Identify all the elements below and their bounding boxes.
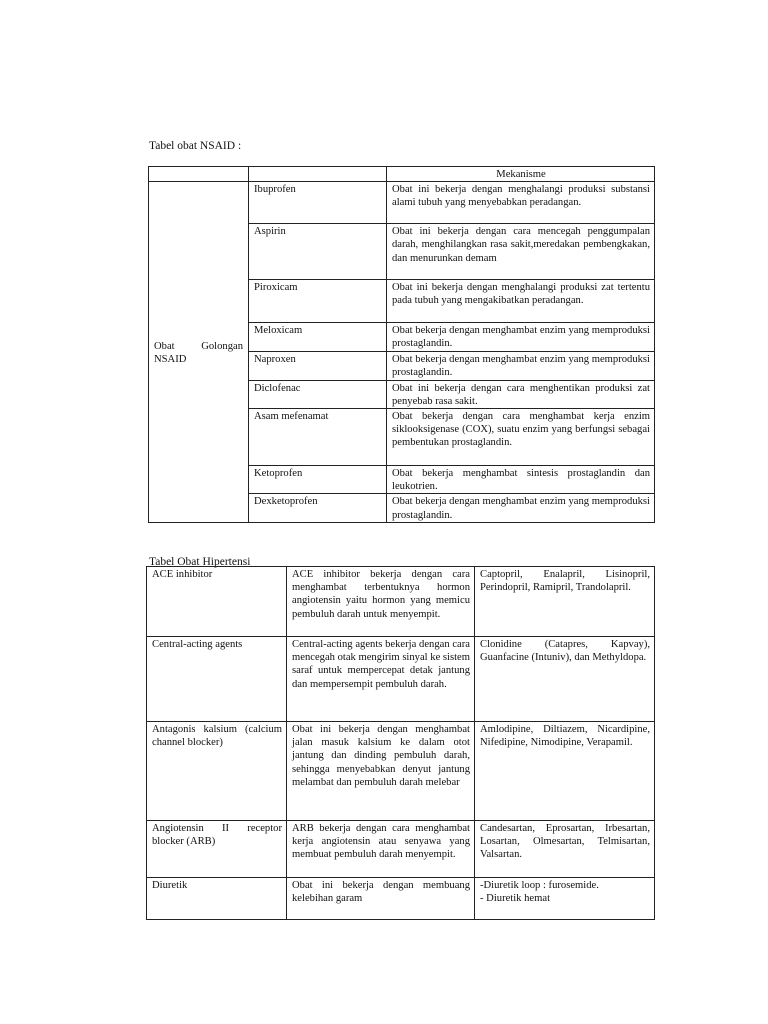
drug-class: Diuretik	[147, 878, 287, 920]
drug-name: Asam mefenamat	[249, 409, 387, 466]
drug-examples: Clonidine (Catapres, Kapvay), Guanfacine (Intuniv), dan Methyldopa.	[475, 637, 655, 722]
drug-examples	[475, 878, 655, 920]
drug-class: Angiotensin II receptor blocker (ARB)	[147, 821, 287, 878]
drug-mechanism: ACE inhibitor bekerja dengan cara menghambat terbentuknya hormon angiotensin yaitu hormon yang memicu pembuluh darah untuk menyempit.	[287, 567, 475, 637]
drug-mechanism	[287, 878, 475, 920]
drug-mechanism: Obat ini bekerja dengan menghambat jalan masuk kalsium ke dalam otot jantung dan dinding pembuluh darah, sehingga menyebabkan denyut jantung melambat dan pembuluh darah melebar	[287, 722, 475, 821]
table-row	[147, 567, 655, 637]
nsaid-group-label: Obat Golongan NSAID	[149, 182, 249, 523]
drug-name: Meloxicam	[249, 323, 387, 351]
nsaid-table-caption: Tabel obat NSAID :	[149, 140, 242, 152]
drug-class: Central-acting agents	[147, 637, 287, 722]
table-header-row	[149, 167, 655, 182]
drug-name: Dexketoprofen	[249, 494, 387, 523]
drug-name: Naproxen	[249, 351, 387, 380]
drug-mechanism: Obat ini bekerja dengan cara mencegah penggumpalan darah, menghilangkan rasa sakit,meredakan pembengkakan, dan menurunkan demam	[387, 224, 655, 280]
drug-name: Ketoprofen	[249, 466, 387, 494]
drug-examples-line: - Diuretik hemat	[480, 893, 551, 905]
drug-mechanism: Central-acting agents bekerja dengan cara mencegah otak mengirim sinyal ke sistem saraf untuk mempercepat detak jantung dan mempersempit pembuluh darah.	[287, 637, 475, 722]
drug-mechanism: Obat ini bekerja dengan menghalangi produksi substansi alami tubuh yang menyebabkan peradangan.	[387, 182, 655, 224]
drug-examples-line: -Diuretik loop : furosemide.	[480, 880, 599, 891]
drug-examples: Amlodipine, Diltiazem, Nicardipine, Nifedipine, Nimodipine, Verapamil.	[475, 722, 655, 821]
drug-mechanism: ARB bekerja dengan cara menghambat kerja angiotensin atau senyawa yang membuat pembuluh darah menyempit.	[287, 821, 475, 878]
drug-examples: Candesartan, Eprosartan, Irbesartan, Losartan, Olmesartan, Telmisartan, Valsartan.	[475, 821, 655, 878]
header-cell	[149, 167, 249, 182]
table-row	[147, 637, 655, 722]
table-row	[147, 722, 655, 821]
drug-class: ACE inhibitor	[147, 567, 287, 637]
drug-class: Antagonis kalsium (calcium channel blocker)	[147, 722, 287, 821]
table-row	[149, 182, 655, 224]
drug-name: Aspirin	[249, 224, 387, 280]
nsaid-table	[148, 166, 655, 523]
drug-mechanism: Obat bekerja dengan menghambat enzim yang memproduksi prostaglandin.	[387, 323, 655, 351]
drug-mechanism-text: Obat ini bekerja dengan membuang kelebihan garam	[292, 880, 470, 905]
drug-examples: Captopril, Enalapril, Lisinopril, Perindopril, Ramipril, Trandolapril.	[475, 567, 655, 637]
drug-mechanism: Obat ini bekerja dengan menghalangi produksi zat tertentu pada tubuh yang mengakibatkan peradangan.	[387, 280, 655, 323]
drug-mechanism: Obat bekerja dengan menghambat enzim yang memproduksi prostaglandin.	[387, 351, 655, 380]
drug-mechanism: Obat bekerja dengan menghambat enzim yang memproduksi prostaglandin.	[387, 494, 655, 523]
drug-mechanism: Obat ini bekerja dengan cara menghentikan produksi zat penyebab rasa sakit.	[387, 380, 655, 408]
drug-name: Piroxicam	[249, 280, 387, 323]
drug-name: Ibuprofen	[249, 182, 387, 224]
drug-mechanism: Obat bekerja dengan cara menghambat kerja enzim siklooksigenase (COX), suatu enzim yang berfungsi sebagai pembentukan prostaglandin.	[387, 409, 655, 466]
table-row	[147, 821, 655, 878]
header-cell	[249, 167, 387, 182]
table-row	[147, 878, 655, 920]
header-mechanism: Mekanisme	[387, 167, 655, 182]
drug-mechanism: Obat bekerja menghambat sintesis prostaglandin dan leukotrien.	[387, 466, 655, 494]
hipertensi-table-caption: Tabel Obat Hipertensi	[149, 556, 251, 568]
hipertensi-table	[146, 566, 655, 920]
drug-name: Diclofenac	[249, 380, 387, 408]
